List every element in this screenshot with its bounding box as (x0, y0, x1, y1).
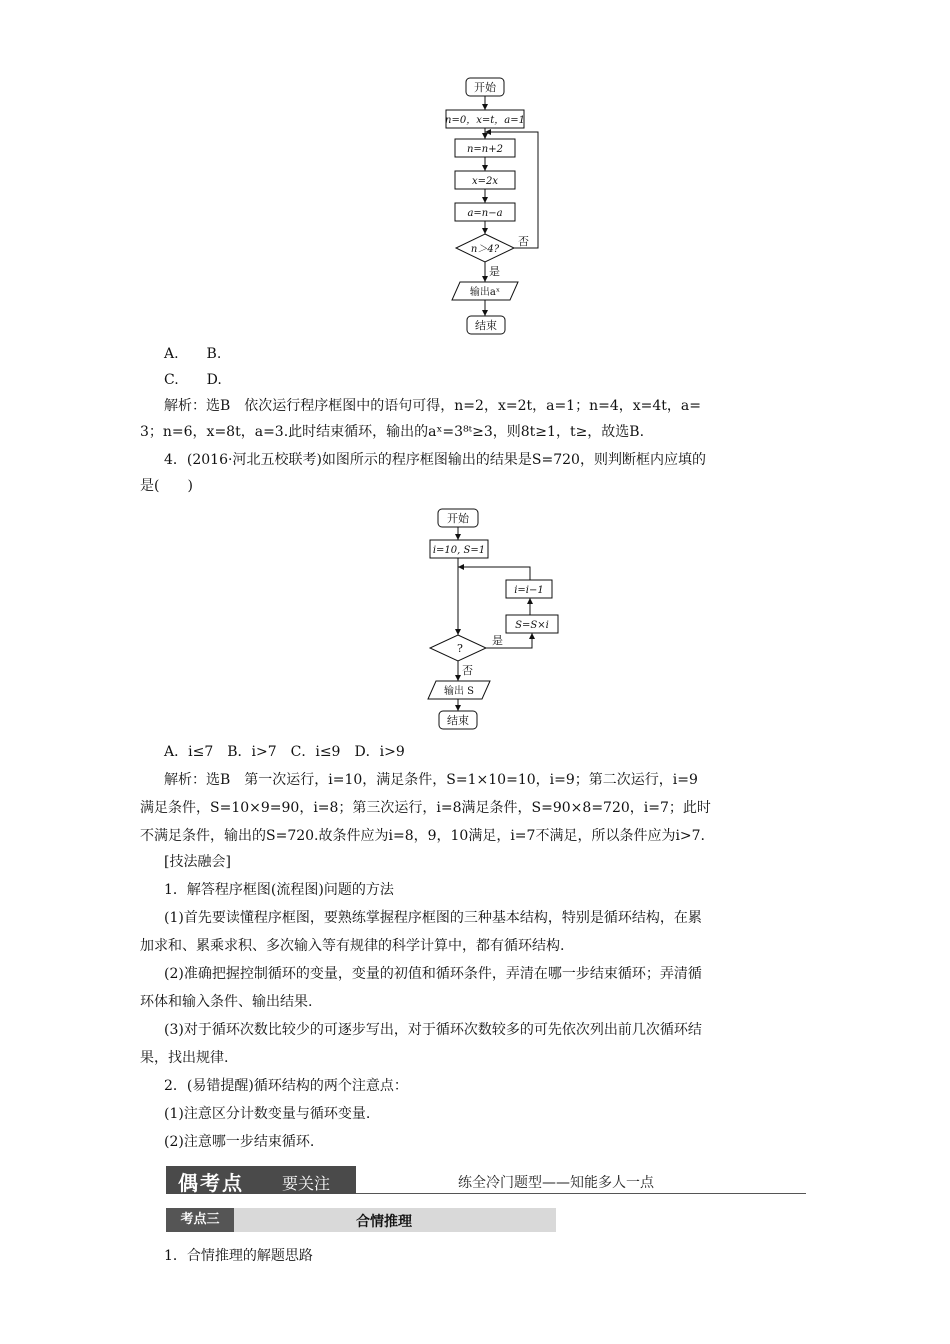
mul-label: S=S×i (515, 620, 549, 631)
yes-label-2: 是 (492, 634, 503, 647)
q4-solution-line3: 不满足条件，输出的S=720.故条件应为i=8，9，10满足，i=7不满足，所以条件应为i>7. (140, 828, 706, 844)
q4-question-line1: 4．(2016·河北五校联考)如图所示的程序框图输出的结果是S=720，则判断框内应填的 (164, 452, 706, 468)
banner-sub-text: 要关注 (282, 1174, 331, 1193)
q3-options-line1: A. B. (164, 346, 222, 362)
flowchart-1 (430, 74, 560, 336)
method-p1-title: 1．解答程序框图(流程图)问题的方法 (164, 882, 394, 898)
banner-right-text: 练全冷门题型——知能多人一点 (458, 1175, 654, 1191)
start-label-2: 开始 (447, 512, 469, 525)
yes-label: 是 (489, 265, 500, 278)
method-p1b-line1: (2)准确把握控制循环的变量，变量的初值和循环条件，弄清在哪一步结束循环；弄清循 (164, 966, 702, 982)
start-label: 开始 (474, 81, 496, 94)
step1-label: n=n+2 (466, 144, 504, 155)
step2-label: x=2x (471, 176, 499, 187)
banner-main (166, 1166, 356, 1194)
q3-options-line2: C. D. (164, 372, 222, 388)
q4-question-line2: 是( ) (140, 478, 193, 494)
final-line: 1．合情推理的解题思路 (164, 1248, 313, 1264)
end-label-2: 结束 (447, 714, 469, 727)
step3-label: a=n−a (467, 208, 503, 219)
no-label: 否 (518, 235, 529, 248)
method-heading: [技法融会] (164, 854, 231, 870)
flowchart-2 (420, 505, 580, 735)
method-p1c-line2: 果，找出规律. (140, 1050, 229, 1066)
init-label: n=0，x=t，a=1 (445, 115, 525, 126)
q4-solution-line2: 满足条件，S=10×9=90，i=8；第三次运行，i=8满足条件，S=90×8=720，i=7；此时 (140, 800, 711, 816)
end-label: 结束 (475, 319, 497, 332)
q3-solution-line1: 解析：选B 依次运行程序框图中的语句可得，n=2，x=2t，a=1；n=4，x=4t，a= (164, 398, 701, 414)
section-tag: 考点三 (166, 1208, 234, 1232)
no-label-2: 否 (462, 664, 473, 677)
dec-label: i=i−1 (514, 585, 544, 596)
method-p1a-line1: (1)首先要读懂程序框图，要熟练掌握程序框图的三种基本结构，特别是循环结构，在累 (164, 910, 702, 926)
condition-label-2: ? (457, 642, 463, 655)
method-p1b-line2: 环体和输入条件、输出结果. (140, 994, 313, 1010)
method-p1a-line2: 加求和、累乘求积、多次输入等有规律的科学计算中，都有循环结构. (140, 938, 565, 954)
output-label-2: 输出 S (443, 686, 475, 697)
q4-solution-line1: 解析：选B 第一次运行，i=10，满足条件，S=1×10=10，i=9；第二次运行，i=9 (164, 772, 698, 788)
method-p1c-line1: (3)对于循环次数比较少的可逐步写出，对于循环次数较多的可先依次列出前几次循环结 (164, 1022, 702, 1038)
output-label: 输出aˣ (469, 287, 501, 298)
method-p2b: (2)注意哪一步结束循环. (164, 1134, 315, 1150)
banner-main-text: 偶考点 (178, 1171, 244, 1195)
init-label-2: i=10, S=1 (432, 545, 486, 556)
method-p2a: (1)注意区分计数变量与循环变量. (164, 1106, 371, 1122)
section-header (166, 1208, 556, 1232)
q3-solution-line2: 3；n=6，x=8t，a=3.此时结束循环，输出的aˣ=3⁸ᵗ≥3，则8t≥1，t≥，故选B. (140, 424, 645, 440)
occasional-topic-banner (166, 1166, 806, 1196)
banner-rule (356, 1193, 806, 1194)
method-p2-title: 2．(易错提醒)循环结构的两个注意点： (164, 1078, 408, 1094)
section-title: 合情推理 (356, 1214, 412, 1230)
condition-label: n＞4? (470, 244, 500, 255)
q4-options: A．i≤7 B．i>7 C．i≤9 D．i>9 (164, 744, 405, 760)
